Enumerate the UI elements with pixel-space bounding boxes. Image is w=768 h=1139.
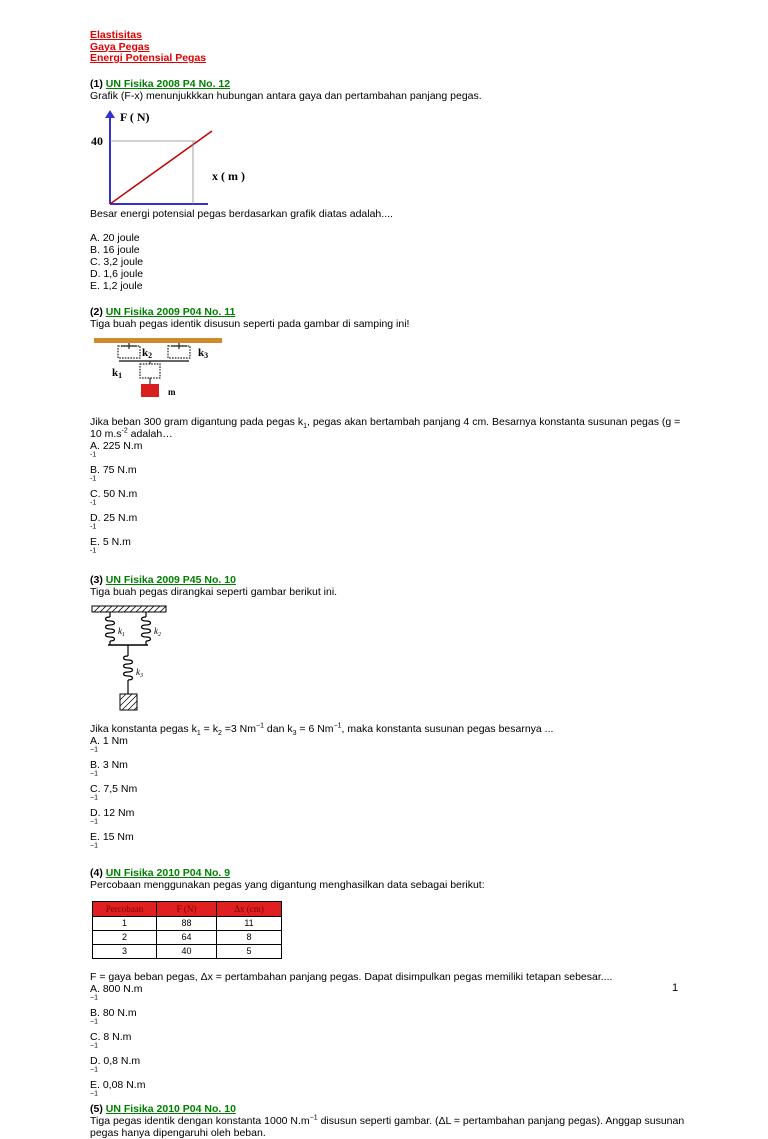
table-cell: 1: [93, 916, 157, 930]
question-source-link[interactable]: UN Fisika 2009 P45 No. 10: [105, 573, 236, 586]
question-prompt-cont: 10 $m.s^{-2}$ adalah…: [90, 427, 173, 440]
y-axis-arrow: [105, 110, 115, 118]
answer-option[interactable]: B. 80 N.m $^{-1}$: [90, 1006, 137, 1025]
topic-item[interactable]: Gaya Pegas: [90, 40, 150, 53]
answer-option[interactable]: C. 7,5 Nm $^{-1}$: [90, 782, 138, 801]
table-cell: 5: [217, 944, 282, 958]
question-source-link[interactable]: UN Fisika 2008 P4 No. 12: [105, 77, 231, 90]
label-k2: k2: [142, 346, 153, 360]
table-cell: 2: [93, 930, 157, 944]
answer-options: [90, 440, 690, 560]
question-number: (4): [90, 866, 103, 879]
table-row: [93, 944, 282, 958]
answer-option[interactable]: A. 20 joule: [90, 231, 140, 244]
page-number: 1: [672, 982, 679, 994]
answer-option[interactable]: A. 225 N.m $^{-1}$: [90, 439, 143, 458]
x-axis-label: x ( m ): [212, 168, 245, 183]
answer-option[interactable]: E. 0,08 N.m $^{-1}$: [90, 1078, 146, 1097]
question-header: [90, 867, 690, 879]
question-text: Tiga buah pegas identik disusun seperti pada gambar di samping ini!: [90, 317, 410, 330]
table-header-row: [93, 901, 282, 916]
answer-option[interactable]: D. 0,8 N.m $^{-1}$: [90, 1054, 141, 1073]
answer-options: [90, 232, 690, 292]
question-number: (2): [90, 305, 103, 318]
answer-options: [90, 735, 690, 855]
column-header: Δx (cm): [217, 901, 282, 916]
question-number: (5): [90, 1102, 103, 1115]
topic-list: [90, 30, 690, 65]
spring-k1: [140, 364, 160, 378]
answer-option[interactable]: C. 3,2 joule: [90, 255, 144, 268]
answer-option[interactable]: E. 5 N.m $^{-1}$: [90, 535, 131, 554]
question-header: [90, 306, 690, 318]
question-prompt: Besar energi potensial pegas berdasarkan grafik diatas adalah....: [90, 207, 393, 220]
table-cell: 64: [157, 930, 217, 944]
answer-option[interactable]: D. 25 N.m $^{-1}$: [90, 511, 138, 530]
y-value-label: 40: [91, 133, 103, 148]
question-number: (1): [90, 77, 103, 90]
graph-line: [110, 131, 212, 204]
mass-block: [141, 384, 159, 397]
question-header: [90, 1103, 690, 1115]
spring-k3: [171, 343, 187, 349]
spring-k2: [142, 612, 151, 645]
answer-option[interactable]: E. 1,2 joule: [90, 279, 143, 292]
answer-option[interactable]: C. 50 N.m $^{-1}$: [90, 487, 138, 506]
answer-option[interactable]: B. 3 Nm $^{-1}$: [90, 758, 128, 777]
topic-item[interactable]: Elastisitas: [90, 29, 142, 41]
label-k3: k3: [198, 346, 209, 360]
answer-option[interactable]: E. 15 Nm $^{-1}$: [90, 830, 134, 849]
answer-option[interactable]: B. 75 N.m $^{-1}$: [90, 463, 137, 482]
table-cell: 40: [157, 944, 217, 958]
question-4: [90, 867, 690, 1103]
question-header: [90, 574, 690, 586]
question-number: (3): [90, 573, 103, 586]
question-text: Grafik (F-x) menunjukkkan hubungan antara gaya dan pertambahan panjang pegas.: [90, 89, 482, 102]
table-row: [93, 916, 282, 930]
table-cell: 3: [93, 944, 157, 958]
table-cell: 8: [217, 930, 282, 944]
hanging-mass: [120, 694, 137, 710]
spring-k2: [121, 343, 137, 349]
question-source-link[interactable]: UN Fisika 2010 P04 No. 9: [105, 866, 231, 879]
spring-system-figure: [94, 336, 234, 402]
answer-option[interactable]: A. 1 Nm $^{-1}$: [90, 734, 128, 753]
answer-option[interactable]: A. 800 N.m $^{-1}$: [90, 982, 143, 1001]
answer-option[interactable]: B. 16 joule: [90, 243, 140, 256]
topic-item[interactable]: Energi Potensial Pegas: [90, 52, 207, 64]
spring-k3: [124, 645, 133, 694]
experiment-data-table: [92, 901, 282, 959]
question-header: [90, 78, 690, 90]
question-prompt: Jika konstanta pegas $k_1 = k_2 =3$ $Nm^{-1}$ dan $k_3 = 6$ $Nm^{-1}$, maka konstanta susunan pegas besarnya ...: [90, 722, 554, 737]
label-k3: $k_3$: [136, 666, 143, 679]
question-source-link[interactable]: UN Fisika 2010 P04 No. 10: [105, 1102, 236, 1115]
question-5: [90, 1103, 690, 1139]
question-text: Percobaan menggunakan pegas yang digantung menghasilkan data sebagai berikut:: [90, 878, 485, 891]
label-m: m: [168, 386, 176, 397]
question-text: Tiga buah pegas dirangkai seperti gambar berikut ini.: [90, 585, 338, 598]
spring-combination-figure: [91, 604, 181, 719]
label-k1: $k_1$: [118, 625, 125, 638]
answer-option[interactable]: C. 8 N.m $^{-1}$: [90, 1030, 132, 1049]
column-header: F (N): [157, 901, 217, 916]
answer-option[interactable]: D. 12 Nm $^{-1}$: [90, 806, 135, 825]
question-prompt: F = gaya beban pegas, Δx = pertambahan panjang pegas. Dapat disimpulkan pegas memiliki tetapan sebesar....: [90, 970, 613, 983]
label-k1: k1: [112, 366, 123, 380]
answer-option[interactable]: D. 1,6 joule: [90, 267, 144, 280]
label-k2: $k_2$: [154, 625, 161, 638]
ceiling-bar: [94, 338, 222, 343]
document-page: [90, 30, 690, 1139]
question-1: [90, 78, 690, 292]
question-text: Tiga pegas identik dengan konstanta 1000 $N.m^{-1}$ disusun seperti gambar. (ΔL = pertambahan panjang pegas). Anggap susunan: [90, 1114, 685, 1127]
question-text-cont: pegas hanya dipengaruhi oleh beban.: [90, 1126, 266, 1139]
table-cell: 11: [217, 916, 282, 930]
question-2: [90, 306, 690, 560]
question-3: [90, 574, 690, 855]
table-cell: 88: [157, 916, 217, 930]
y-axis-label: F ( N): [120, 109, 150, 124]
spring-k1: [106, 612, 115, 645]
table-row: [93, 930, 282, 944]
question-source-link[interactable]: UN Fisika 2009 P04 No. 11: [105, 305, 236, 318]
column-header: Percobaan: [93, 901, 157, 916]
question-prompt: Jika beban 300 gram digantung pada pegas $k_1$, pegas akan bertambah panjang 4 cm. Besarnya konstanta susunan pegas (g =: [90, 415, 681, 430]
force-extension-graph: [90, 108, 270, 208]
answer-options: [90, 983, 690, 1103]
